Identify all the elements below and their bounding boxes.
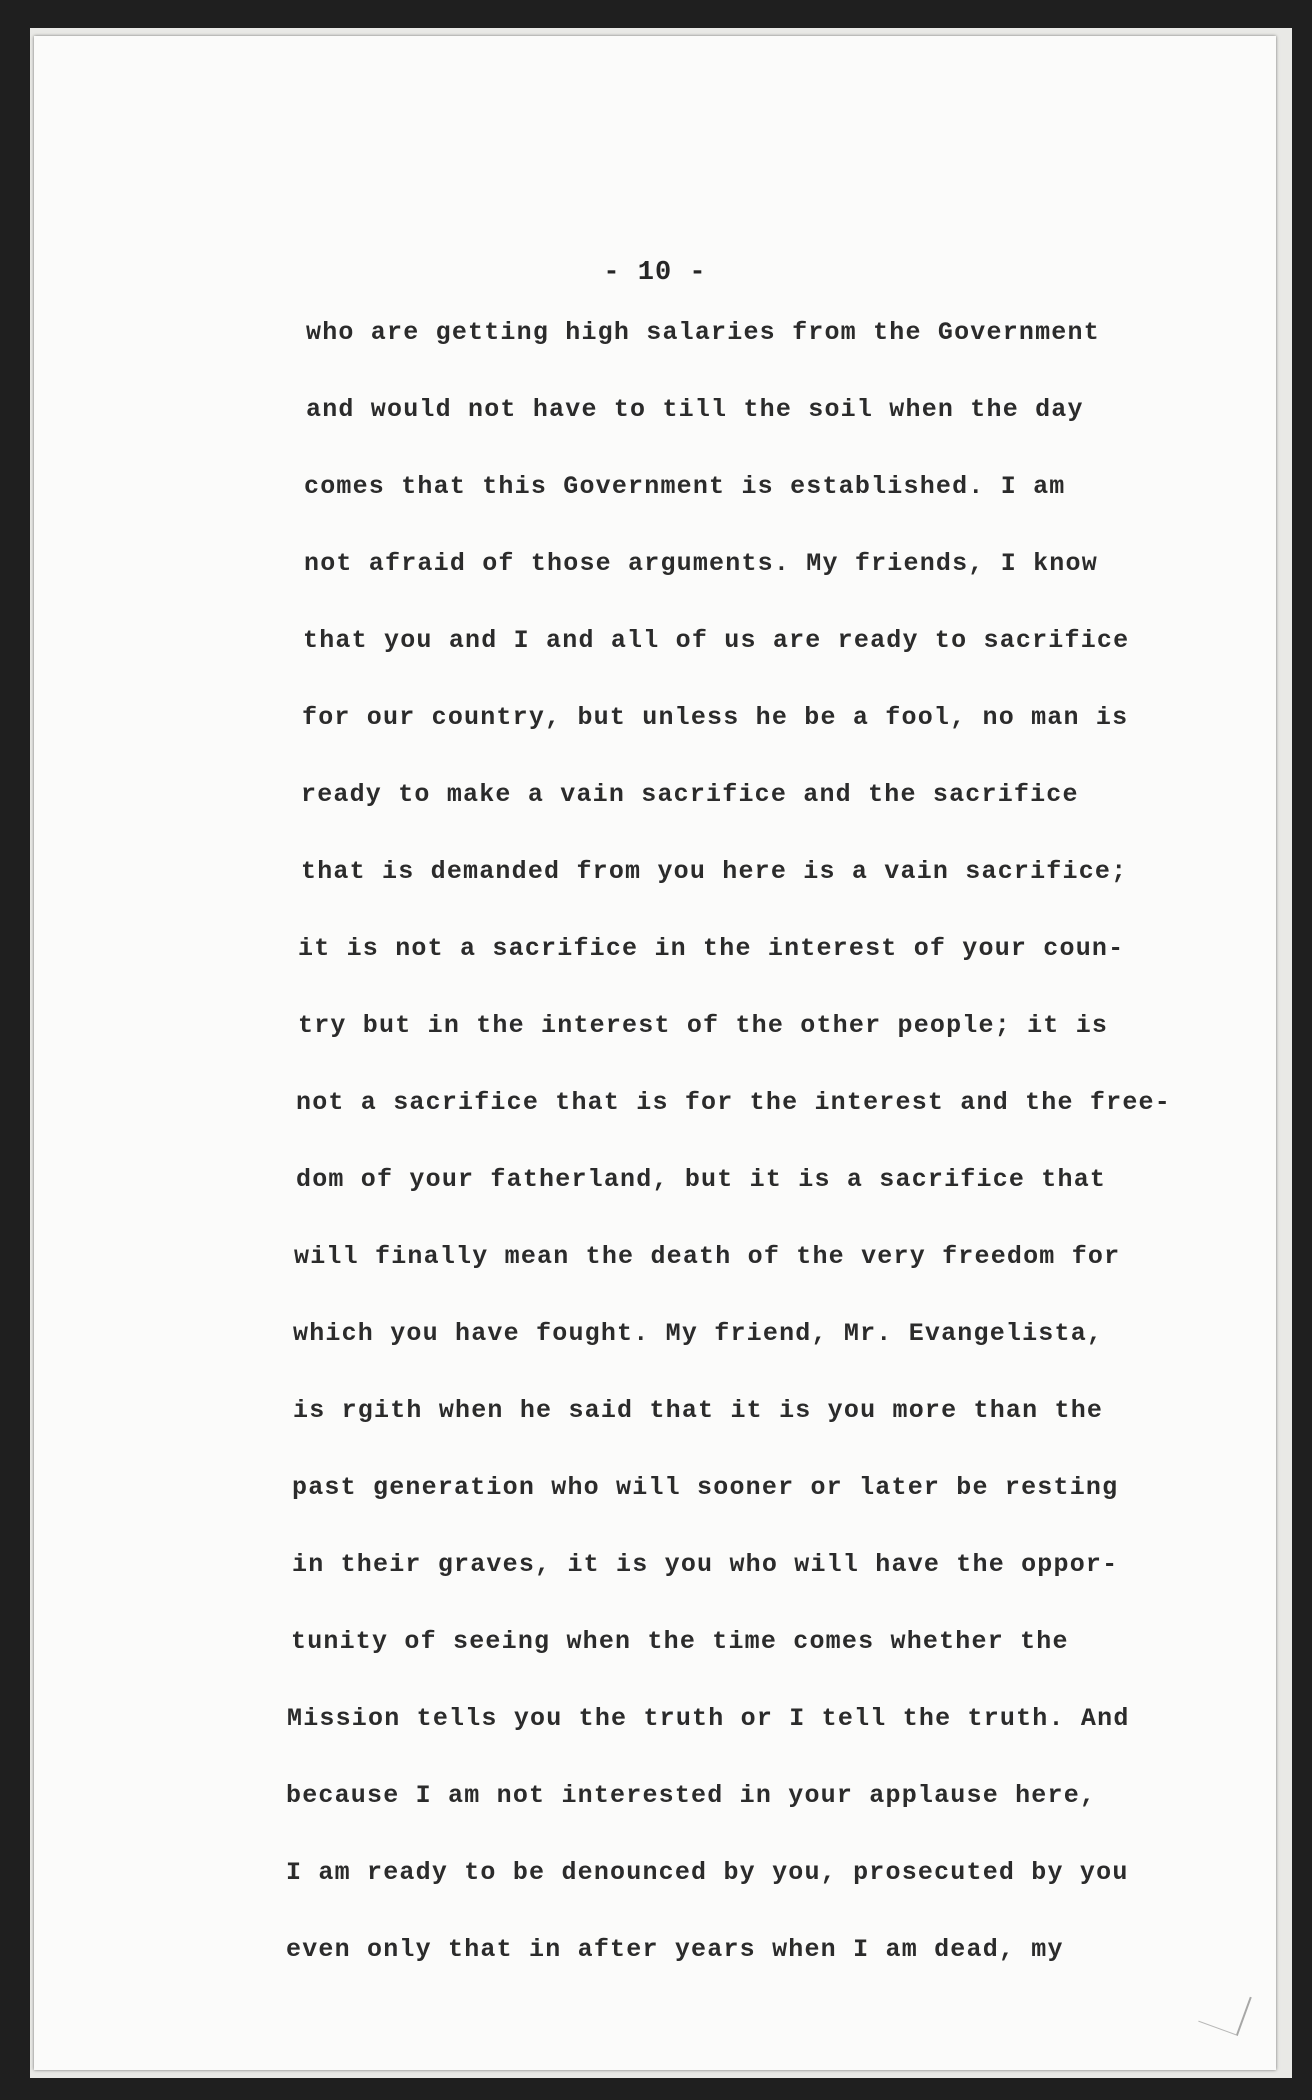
- document-page: [34, 36, 1276, 2070]
- text-line: and would not have to till the soil when the day: [306, 395, 1084, 424]
- text-line: which you have fought. My friend, Mr. Evangelista,: [293, 1319, 1104, 1348]
- text-line: because I am not interested in your applause here,: [286, 1781, 1097, 1810]
- text-line: for our country, but unless he be a fool, no man is: [302, 703, 1129, 732]
- text-line: will finally mean the death of the very freedom for: [294, 1242, 1121, 1271]
- text-line: that is demanded from you here is a vain sacrifice;: [301, 857, 1128, 886]
- page-number: - 10 -: [603, 258, 707, 288]
- text-line: that you and I and all of us are ready to sacrifice: [303, 626, 1130, 655]
- text-line: try but in the interest of the other people; it is: [298, 1011, 1109, 1040]
- text-line: even only that in after years when I am dead, my: [286, 1935, 1064, 1964]
- text-line: past generation who will sooner or later be resting: [292, 1473, 1119, 1502]
- text-line: is rgith when he said that it is you more than the: [293, 1396, 1104, 1425]
- text-line: comes that this Government is established. I am: [304, 472, 1066, 501]
- body-text: [34, 36, 1276, 2070]
- text-line: not afraid of those arguments. My friends, I know: [304, 549, 1098, 578]
- text-line: dom of your fatherland, but it is a sacrifice that: [296, 1165, 1107, 1194]
- text-line: I am ready to be denounced by you, prosecuted by you: [286, 1858, 1129, 1887]
- text-line: not a sacrifice that is for the interest and the free-: [296, 1088, 1171, 1117]
- text-line: it is not a sacrifice in the interest of your coun-: [298, 934, 1125, 963]
- text-line: ready to make a vain sacrifice and the sacrifice: [301, 780, 1079, 809]
- text-line: tunity of seeing when the time comes whether the: [291, 1627, 1069, 1656]
- text-line: Mission tells you the truth or I tell the truth. And: [287, 1704, 1130, 1733]
- text-line: who are getting high salaries from the Government: [306, 318, 1100, 347]
- text-line: in their graves, it is you who will have the oppor-: [292, 1550, 1119, 1579]
